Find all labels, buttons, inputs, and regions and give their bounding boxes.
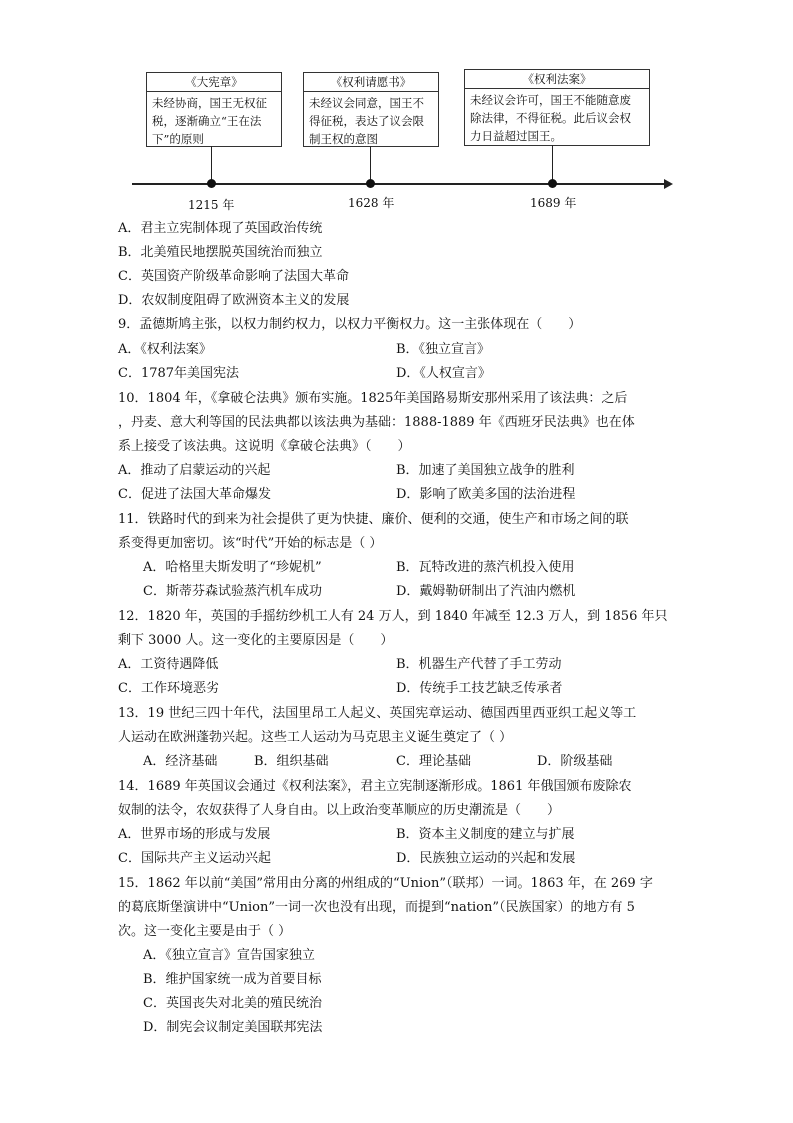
- timeline-box-text: 未经议会同意，国王不: [309, 96, 424, 110]
- option-b[interactable]: B．加速了美国独立战争的胜利: [396, 463, 575, 478]
- timeline-connector: [370, 146, 371, 183]
- timeline-year-label: 1215 年: [188, 198, 235, 212]
- option-b[interactable]: B．组织基础: [254, 754, 329, 769]
- question-stem: 次。这一变化主要是由于（ ）: [118, 924, 292, 939]
- timeline-box-text: 力日益超过国王。: [470, 129, 562, 143]
- question-stem: 的葛底斯堡演讲中“Union”一词一次也没有出现，而提到“nation”（民族国家）的地方有 5: [118, 900, 635, 915]
- question-stem: 系变得更加密切。该“时代”开始的标志是（ ）: [118, 536, 383, 551]
- option-c[interactable]: C．国际共产主义运动兴起: [118, 851, 271, 866]
- option-b[interactable]: B．资本主义制度的建立与扩展: [396, 827, 575, 842]
- option-b[interactable]: B．《独立宣言》: [396, 342, 491, 357]
- option-c[interactable]: C．英国资产阶级革命影响了法国大革命: [118, 269, 349, 284]
- option-d[interactable]: D．戴姆勒研制出了汽油内燃机: [396, 584, 576, 599]
- option-c[interactable]: C．促进了法国大革命爆发: [118, 487, 271, 502]
- option-c[interactable]: C．工作环境恶劣: [118, 681, 219, 696]
- option-b[interactable]: B．瓦特改进的蒸汽机投入使用: [396, 560, 575, 575]
- timeline-box-text: 未经协商，国王无权征: [152, 96, 267, 110]
- option-d[interactable]: D．农奴制度阻碍了欧洲资本主义的发展: [118, 293, 350, 308]
- option-a[interactable]: A．《权利法案》: [118, 342, 212, 357]
- question-stem: 奴制的法令，农奴获得了人身自由。以上政治变革顺应的历史潮流是（ ）: [118, 803, 561, 818]
- timeline-arrow-icon: [664, 179, 673, 189]
- timeline-box-magna-carta: [146, 72, 282, 147]
- timeline-box-bill-of-rights: [464, 69, 650, 146]
- option-a[interactable]: A．哈格里夫斯发明了“珍妮机”: [143, 560, 322, 575]
- option-a[interactable]: A．经济基础: [143, 754, 218, 769]
- timeline-box-title: 《权利法案》: [465, 70, 649, 89]
- question-stem: 9．孟德斯鸠主张，以权力制约权力，以权力平衡权力。这一主张体现在（ ）: [118, 317, 582, 332]
- timeline-box-text: 下”的原则: [152, 132, 204, 146]
- option-d[interactable]: D．传统手工技艺缺乏传承者: [396, 681, 563, 696]
- option-a[interactable]: A．工资待遇降低: [118, 657, 219, 672]
- question-stem: ，丹麦、意大利等国的民法典都以该法典为基础：1888-1889 年《西班牙民法典》也在体: [118, 415, 635, 430]
- timeline-box-text: 除法律，不得征税。此后议会权: [470, 111, 631, 125]
- timeline-marker: [207, 179, 216, 188]
- question-stem: 剩下 3000 人。这一变化的主要原因是（ ）: [118, 633, 394, 648]
- option-a[interactable]: A．世界市场的形成与发展: [118, 827, 271, 842]
- timeline-connector: [211, 146, 212, 183]
- option-d[interactable]: D．阶级基础: [537, 754, 613, 769]
- option-b[interactable]: B．北美殖民地摆脱英国统治而独立: [118, 245, 323, 260]
- timeline-year-label: 1689 年: [530, 196, 577, 210]
- timeline-box-title: 《权利请愿书》: [304, 73, 438, 92]
- timeline-connector: [552, 145, 553, 183]
- question-stem: 10．1804 年，《拿破仑法典》颁布实施。1825年美国路易斯安那州采用了该法典：之后: [118, 391, 628, 406]
- option-c[interactable]: C．英国丧失对北美的殖民统治: [143, 996, 322, 1011]
- timeline-box-text: 税，逐渐确立“王在法: [152, 114, 262, 128]
- option-c[interactable]: C．理论基础: [396, 754, 471, 769]
- question-stem: 系上接受了该法典。这说明《拿破仑法典》（ ）: [118, 439, 411, 454]
- timeline-box-text: 制王权的意图: [309, 132, 378, 146]
- timeline-marker: [366, 179, 375, 188]
- question-stem: 15．1862 年以前“美国”常用由分离的州组成的“Union”（联邦）一词。1863 年，在 269 字: [118, 876, 653, 891]
- option-b[interactable]: B．维护国家统一成为首要目标: [143, 972, 322, 987]
- option-d[interactable]: D．《人权宣言》: [396, 366, 491, 381]
- question-stem: 14．1689 年英国议会通过《权利法案》，君主立宪制逐渐形成。1861 年俄国颁布废除农: [118, 779, 632, 794]
- question-stem: 12．1820 年，英国的手摇纺纱机工人有 24 万人，到 1840 年减至 12.3 万人，到 1856 年只: [118, 609, 668, 624]
- timeline-year-label: 1628 年: [348, 196, 395, 210]
- option-d[interactable]: D．制宪会议制定美国联邦宪法: [143, 1020, 323, 1035]
- option-c[interactable]: C．1787年美国宪法: [118, 366, 240, 381]
- option-c[interactable]: C．斯蒂芬森试验蒸汽机车成功: [143, 584, 322, 599]
- timeline-box-text: 未经议会许可，国王不能随意废: [470, 93, 631, 107]
- option-a[interactable]: A．《独立宣言》宣告国家独立: [143, 948, 315, 963]
- timeline-box-title: 《大宪章》: [147, 73, 281, 92]
- option-d[interactable]: D．影响了欧美多国的法治进程: [396, 487, 576, 502]
- question-stem: 11．铁路时代的到来为社会提供了更为快捷、廉价、便利的交通，使生产和市场之间的联: [118, 512, 629, 527]
- option-a[interactable]: A．君主立宪制体现了英国政治传统: [118, 221, 323, 236]
- timeline-box-petition-of-right: [303, 72, 439, 147]
- timeline-marker: [548, 179, 557, 188]
- option-b[interactable]: B．机器生产代替了手工劳动: [396, 657, 562, 672]
- question-stem: 人运动在欧洲蓬勃兴起。这些工人运动为马克思主义诞生奠定了（ ）: [118, 730, 513, 745]
- question-stem: 13．19 世纪三四十年代，法国里昂工人起义、英国宪章运动、德国西里西亚织工起义等工: [118, 706, 637, 721]
- timeline-box-text: 得征税，表达了议会限: [309, 114, 424, 128]
- option-a[interactable]: A．推动了启蒙运动的兴起: [118, 463, 271, 478]
- option-d[interactable]: D．民族独立运动的兴起和发展: [396, 851, 576, 866]
